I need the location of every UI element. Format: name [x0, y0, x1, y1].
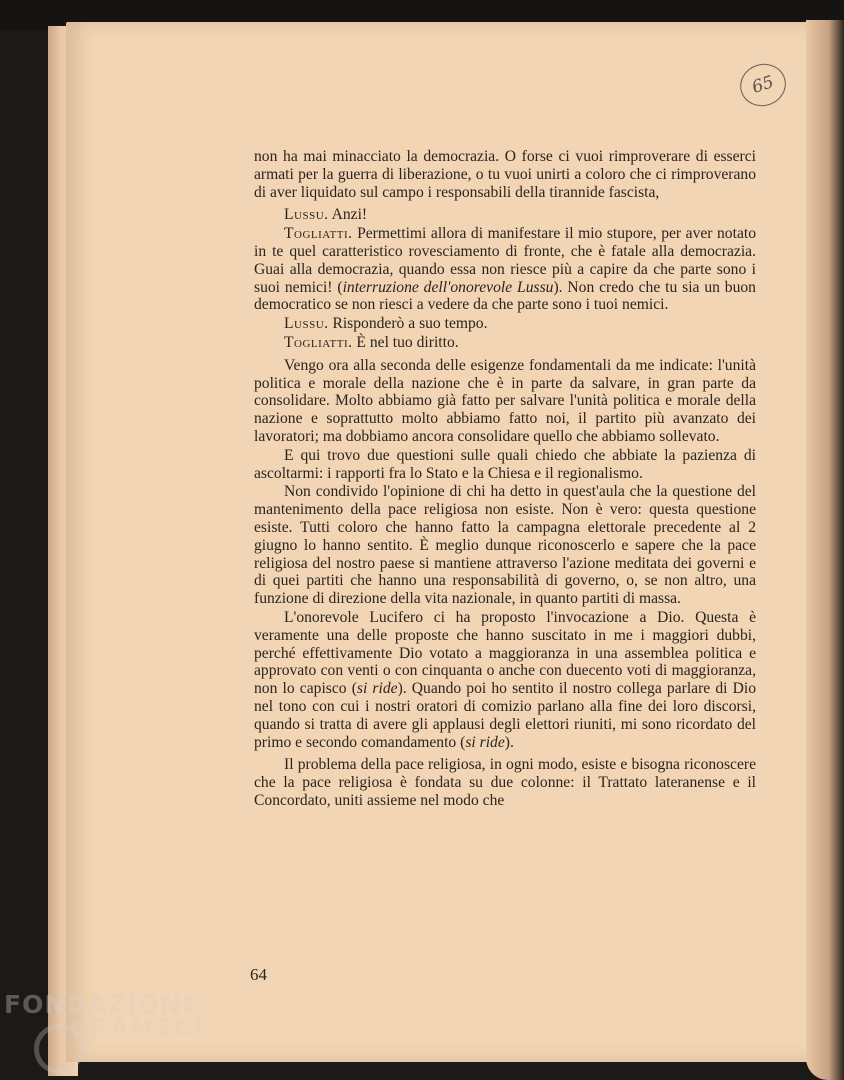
interruption-note: interruzione dell'onorevole Lussu — [342, 278, 554, 296]
paragraph: non ha mai minacciato la democrazia. O forse ci vuoi rimproverare di esserci armati per la guerra di liberazione, o tu vuoi unirti a coloro che ci rimproverano di aver liquidato sul campo i responsabili della tirannide fascista, — [254, 148, 756, 201]
stage-note: si ride — [356, 680, 398, 698]
paragraph: Vengo ora alla seconda delle esigenze fondamentali da me indicate: l'unità politica e morale della nazione che è in parte da salvare, in gran parte da consolidare. Molto abbiamo già fatto per salvare l'unità politica e morale della nazione e soprattutto molto abbiamo fatto noi, il partito più avanzato dei lavoratori; ma dobbiamo ancora consolidare quello che abbiamo sollevato. — [254, 356, 756, 445]
paragraph: Il problema della pace religiosa, in ogni modo, esiste e bisogna riconoscere che la pace religiosa è fondata su due colonne: il Trattato lateranense e il Concordato, uniti assieme nel modo che — [254, 756, 756, 809]
watermark-line2: GRAMSCI — [70, 1016, 206, 1041]
speaker-line — [254, 225, 756, 314]
paragraph-text: ). — [504, 733, 514, 751]
stamp-number: 65 — [749, 72, 777, 98]
speaker-name: Togliatti. — [284, 225, 353, 243]
speaker-name: Togliatti. — [284, 333, 353, 351]
speech: ). Non credo che tu sia un buon democratico se non riesci a vedere da che parte sono i tuoi nemici. — [254, 278, 756, 314]
stage-note: si ride — [465, 733, 505, 751]
speech: È nel tuo diritto. — [352, 333, 459, 351]
speaker-line — [254, 334, 756, 352]
paragraph-text: ). Quando poi ho sentito il nostro collega parlare di Dio nel tono con cui i nostri oratori di comizio parlano alla fine dei loro discorsi, quando si tratta di avere gli applausi degli elettori riuniti, mi sono ricordato del primo e secondo comandamento ( — [254, 680, 756, 751]
paragraph: E qui trovo due questioni sulle quali chiedo che abbiate la pazienza di ascoltarmi: i rapporti fra lo Stato e la Chiesa e il regionalismo. — [254, 446, 756, 482]
speaker-line — [254, 315, 756, 333]
page-right-curl — [806, 20, 844, 1080]
paragraph: Non condivido l'opinione di chi ha detto in quest'aula che la questione del mantenimento della pace religiosa non esiste. Non è vero: questa questione esiste. Tutti coloro che hanno fatto la campagna elettorale precedente al 2 giugno lo hanno sentito. È meglio dunque riconoscerlo e sapere che la pace religiosa del nostro paese si mantiene attraverso l'azione meditata dei governi e di quei partiti che hanno una responsabilità di governo, o, se non altro, una funzione di direzione della vita nazionale, in quanto partiti di massa. — [254, 483, 756, 608]
paragraph — [254, 609, 756, 751]
speaker-line — [254, 206, 756, 224]
speech: Risponderò a suo tempo. — [328, 315, 488, 333]
body-text — [254, 148, 756, 815]
speaker-name: Lussu. — [284, 315, 329, 333]
paragraph-text: L'onorevole Lucifero ci ha proposto l'invocazione a Dio. Questa è veramente una delle proposte che hanno suscitato in me i maggiori dubbi, perché effettivamente Dio votato a maggioranza in una assemblea politica e approvato con venti o con cinquanta o anche con duecento voti di maggioranza, non lo capisco ( — [254, 608, 756, 698]
speech: Permettimi allora di manifestare il mio stupore, per aver notato in te quel caratteristico rovesciamento di fronte, che è fatale alla democrazia. Guai alla democrazia, quando essa non riesce più a capire da che parte sono i suoi nemici! ( — [254, 225, 756, 296]
speech: Anzi! — [328, 206, 368, 224]
watermark-logo — [0, 990, 230, 1080]
watermark-line1: FONDAZIONE — [4, 990, 201, 1019]
page-number: 64 — [250, 965, 267, 984]
speaker-name: Lussu. — [284, 206, 329, 224]
